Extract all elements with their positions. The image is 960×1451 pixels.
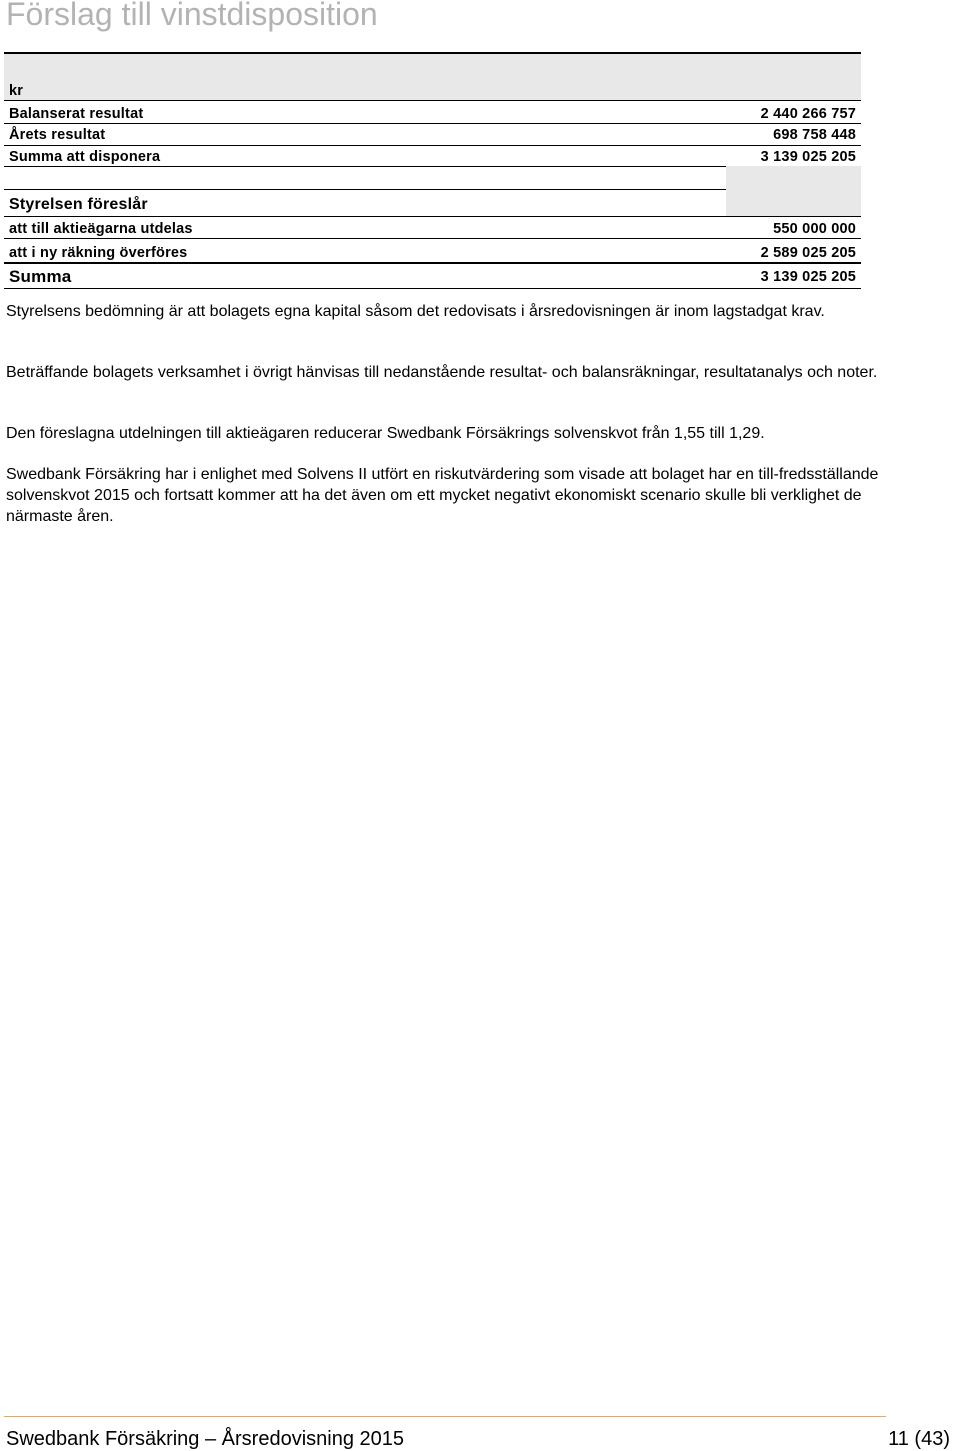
row-label: att till aktieägarna utdelas <box>9 221 193 237</box>
bottom-rule <box>4 288 861 289</box>
page-title: Förslag till vinstdisposition <box>6 0 378 32</box>
footer-title: Swedbank Försäkring – Årsredovisning 2015 <box>6 1428 404 1450</box>
table-row <box>4 103 861 124</box>
row-rule <box>4 238 861 239</box>
row-value: 550 000 000 <box>773 221 856 237</box>
section-rule-bottom <box>4 216 861 217</box>
row-value: 2 440 266 757 <box>760 106 856 122</box>
total-label: Summa <box>9 267 72 286</box>
unit-header: kr <box>9 83 24 99</box>
row-value: 698 758 448 <box>773 127 856 143</box>
section-header-row <box>4 193 861 214</box>
total-value: 3 139 025 205 <box>760 269 856 285</box>
unit-header-row <box>4 80 861 101</box>
row-label: Balanserat resultat <box>9 106 144 122</box>
total-row <box>4 266 861 287</box>
paragraph: Beträffande bolagets verksamhet i övrigt hänvisas till nedanstående resultat- och balansräkningar, resultatanalys och noter. <box>6 364 878 381</box>
section-header: Styrelsen föreslår <box>9 196 148 213</box>
row-label: Summa att disponera <box>9 149 161 165</box>
footer-rule <box>4 1416 886 1417</box>
page-number: 11 (43) <box>888 1428 950 1450</box>
total-rule <box>4 262 861 264</box>
header-rule <box>4 100 861 101</box>
row-value: 2 589 025 205 <box>760 245 856 261</box>
table-row <box>4 218 861 239</box>
row-label: Årets resultat <box>9 127 106 143</box>
row-value: 3 139 025 205 <box>760 149 856 165</box>
table-row <box>4 124 861 145</box>
table-row <box>4 242 861 263</box>
paragraph: Den föreslagna utdelningen till aktieägaren reducerar Swedbank Försäkrings solvenskvot från 1,55 till 1,29. <box>6 425 765 442</box>
top-rule <box>4 52 861 54</box>
paragraph: Swedbank Försäkring har i enlighet med Solvens II utfört en riskutvärdering som visade att bolaget har en till-fredsställande solvenskvot 2015 och fortsatt kommer att ha det även om ett mycket negativt ekonomiskt scenario skulle bli verklighet de närmaste åren. <box>6 466 879 525</box>
paragraph: Styrelsens bedömning är att bolagets egna kapital såsom det redovisats i årsredovisningen är inom lagstadgat krav. <box>6 303 825 320</box>
table-row <box>4 146 861 167</box>
row-label: att i ny räkning överföres <box>9 245 188 261</box>
